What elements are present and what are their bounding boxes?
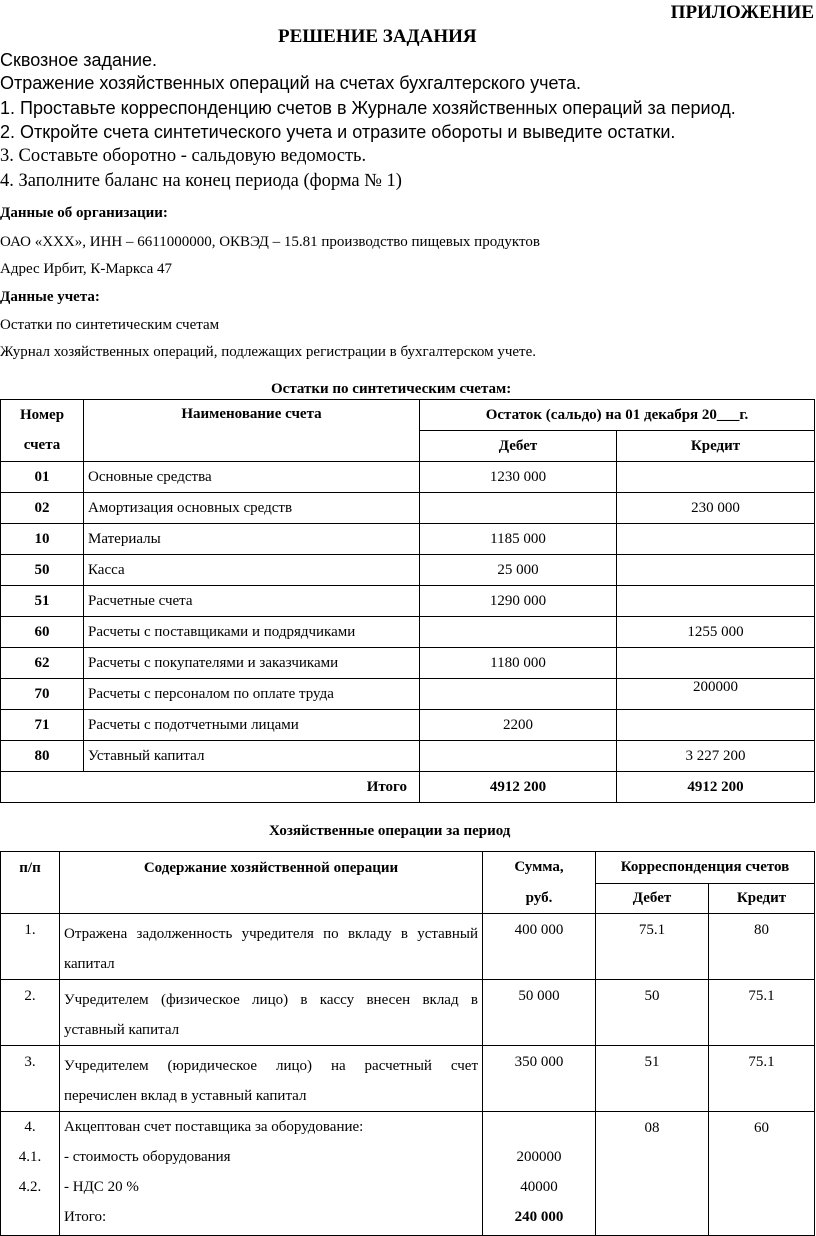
table-row <box>1 586 815 617</box>
header-debit: Дебет <box>420 431 617 462</box>
debit-value <box>420 741 617 772</box>
task-2: 2. Откройте счета синтетического учета и отразите обороты и выведите остатки. <box>0 122 676 142</box>
total-row <box>1 772 815 803</box>
operation-number: 3. <box>1 1046 60 1112</box>
header-credit: Кредит <box>617 431 815 462</box>
operation-subnumber: 4.2. <box>18 1179 42 1195</box>
table-row <box>1 617 815 648</box>
task-3: 3. Составьте оборотно - сальдовую ведомость. <box>0 146 367 166</box>
operation-debit: 75.1 <box>596 914 709 980</box>
account-name: Уставный капитал <box>84 741 420 772</box>
operation-sum: 400 000 <box>483 914 596 980</box>
operation-credit: 75.1 <box>709 1046 815 1112</box>
operation-number: 1. <box>1 914 60 980</box>
credit-value <box>617 555 815 586</box>
credit-value: 230 000 <box>617 493 815 524</box>
header-balance: Остаток (сальдо) на 01 декабря 20___г. <box>420 400 815 431</box>
table-row <box>1 462 815 493</box>
operation-sum-total: 240 000 <box>514 1209 564 1225</box>
account-number: 10 <box>1 524 84 555</box>
operation-content: Учредителем (физическое лицо) в кассу внесен вклад в уставный капитал <box>60 980 483 1046</box>
organization-label: Данные об организации: <box>0 205 168 221</box>
header-account-name: Наименование счета <box>84 400 420 462</box>
account-number: 51 <box>1 586 84 617</box>
assignment-heading: Сквозное задание. <box>0 50 158 70</box>
debit-value <box>420 493 617 524</box>
operation-sum: 200000 <box>516 1149 562 1165</box>
operation-content-item: - НДС 20 % <box>64 1179 139 1195</box>
balances-table-title: Остатки по синтетическим счетам: <box>271 381 512 397</box>
table-row <box>1 1112 815 1236</box>
table-row <box>1 648 815 679</box>
operation-credit: 60 <box>709 1112 815 1236</box>
header-sum-top: Сумма, <box>483 852 596 884</box>
debit-value: 25 000 <box>420 555 617 586</box>
operations-table <box>0 851 815 1236</box>
account-name: Расчеты с покупателями и заказчиками <box>84 648 420 679</box>
account-number: 71 <box>1 710 84 741</box>
organization-address: Адрес Ирбит, К-Маркса 47 <box>0 261 172 277</box>
credit-value: 3 227 200 <box>617 741 815 772</box>
debit-value: 1180 000 <box>420 648 617 679</box>
account-number: 70 <box>1 679 84 710</box>
operation-number: 4. <box>24 1119 36 1135</box>
table-row <box>1 741 815 772</box>
accounting-label: Данные учета: <box>0 289 100 305</box>
debit-value: 1185 000 <box>420 524 617 555</box>
account-name: Материалы <box>84 524 420 555</box>
credit-value: 200000 <box>617 679 815 710</box>
total-credit: 4912 200 <box>617 772 815 803</box>
debit-value: 1290 000 <box>420 586 617 617</box>
account-number: 01 <box>1 462 84 493</box>
account-number: 02 <box>1 493 84 524</box>
table-row <box>1 710 815 741</box>
debit-value <box>420 617 617 648</box>
account-name: Расчеты с персоналом по оплате труда <box>84 679 420 710</box>
operation-credit: 80 <box>709 914 815 980</box>
header-sum-bottom: руб. <box>483 884 596 914</box>
operation-debit: 50 <box>596 980 709 1046</box>
account-name: Амортизация основных средств <box>84 493 420 524</box>
page-title: РЕШЕНИЕ ЗАДАНИЯ <box>278 26 477 47</box>
task-1: 1. Проставьте корреспонденцию счетов в Журнале хозяйственных операций за период. <box>0 98 736 118</box>
header-debit: Дебет <box>596 884 709 914</box>
operation-content-total: Итого: <box>64 1209 107 1225</box>
balances-table <box>0 399 815 803</box>
appendix-label: ПРИЛОЖЕНИЕ <box>670 2 814 23</box>
operation-content-group <box>60 1112 483 1236</box>
account-name: Расчетные счета <box>84 586 420 617</box>
account-number: 50 <box>1 555 84 586</box>
table-row <box>1 980 815 1046</box>
header-correspondence: Корреспонденция счетов <box>596 852 815 884</box>
credit-value <box>617 710 815 741</box>
operation-debit: 08 <box>596 1112 709 1236</box>
table-row <box>1 679 815 710</box>
debit-value: 2200 <box>420 710 617 741</box>
header-operation-content: Содержание хозяйственной операции <box>60 852 483 914</box>
table-row <box>1 555 815 586</box>
operation-number-group <box>1 1112 60 1236</box>
operation-credit: 75.1 <box>709 980 815 1046</box>
operation-number: 2. <box>1 980 60 1046</box>
credit-value <box>617 462 815 493</box>
assignment-subject: Отражение хозяйственных операций на счетах бухгалтерского учета. <box>0 73 582 93</box>
debit-value <box>420 679 617 710</box>
total-label: Итого <box>1 772 420 803</box>
operation-subnumber: 4.1. <box>18 1149 42 1165</box>
operation-sum-group <box>483 1112 596 1236</box>
total-debit: 4912 200 <box>420 772 617 803</box>
operation-debit: 51 <box>596 1046 709 1112</box>
operation-content: Отражена задолженность учредителя по вкладу в уставный капитал <box>60 914 483 980</box>
table-row <box>1 1046 815 1112</box>
account-name: Касса <box>84 555 420 586</box>
task-4: 4. Заполните баланс на конец периода (форма № 1) <box>0 171 402 191</box>
account-number: 80 <box>1 741 84 772</box>
accounting-balances: Остатки по синтетическим счетам <box>0 317 220 333</box>
table-row <box>1 493 815 524</box>
header-credit: Кредит <box>709 884 815 914</box>
operation-content: Учредителем (юридическое лицо) на расчетный счет перечислен вклад в уставный капитал <box>60 1046 483 1112</box>
credit-value <box>617 524 815 555</box>
operation-sum: 40000 <box>520 1179 558 1195</box>
header-number-bottom: счета <box>1 431 84 462</box>
operations-table-title: Хозяйственные операции за период <box>269 823 511 839</box>
account-number: 60 <box>1 617 84 648</box>
account-number: 62 <box>1 648 84 679</box>
operation-content: Акцептован счет поставщика за оборудование: <box>64 1119 364 1135</box>
table-row <box>1 524 815 555</box>
accounting-journal: Журнал хозяйственных операций, подлежащих регистрации в бухгалтерском учете. <box>0 344 536 360</box>
operation-content-item: - стоимость оборудования <box>64 1149 231 1165</box>
organization-details: ОАО «ХХХ», ИНН – 6611000000, ОКВЭД – 15.81 производство пищевых продуктов <box>0 234 540 250</box>
header-number-top: Номер <box>1 400 84 431</box>
credit-value <box>617 648 815 679</box>
operation-sum: 50 000 <box>483 980 596 1046</box>
table-row <box>1 914 815 980</box>
account-name: Расчеты с поставщиками и подрядчиками <box>84 617 420 648</box>
account-name: Основные средства <box>84 462 420 493</box>
account-name: Расчеты с подотчетными лицами <box>84 710 420 741</box>
debit-value: 1230 000 <box>420 462 617 493</box>
header-row-number: п/п <box>1 852 60 914</box>
credit-value: 1255 000 <box>617 617 815 648</box>
operation-sum: 350 000 <box>483 1046 596 1112</box>
credit-value <box>617 586 815 617</box>
